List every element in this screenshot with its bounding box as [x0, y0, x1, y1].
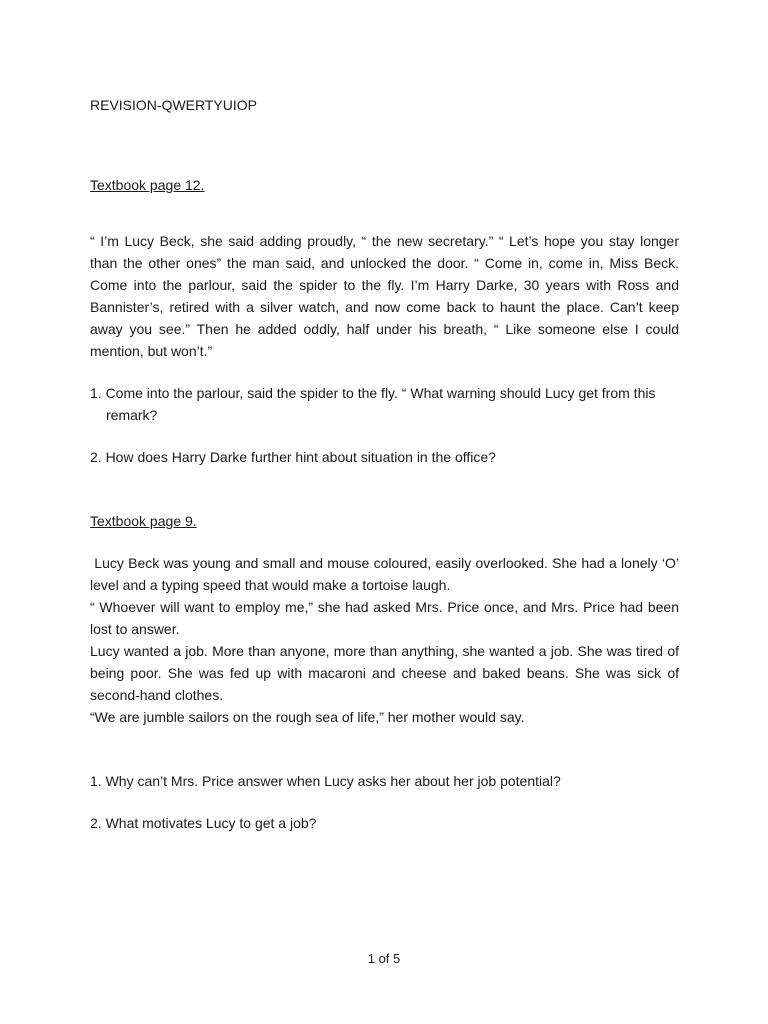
question-item: 1. Come into the parlour, said the spider to the fly. “ What warning should Lucy get from this remark?: [90, 385, 656, 423]
section-heading-page-12: Textbook page 12.: [90, 177, 205, 193]
passage-page-9: [90, 552, 683, 728]
passage-paragraph: Lucy Beck was young and small and mouse coloured, easily overlooked. She had a lonely ‘O’ level and a typing speed that would make a tortoise laugh.: [90, 555, 683, 593]
question-item: 2. How does Harry Darke further hint about situation in the office?: [90, 449, 496, 465]
section-heading-page-9: Textbook page 9.: [90, 513, 197, 529]
passage-page-12: [90, 230, 679, 362]
document-page: [90, 94, 683, 834]
document-title: REVISION-QWERTYUIOP: [90, 97, 257, 113]
question-item: 2. What motivates Lucy to get a job?: [90, 815, 317, 831]
passage-paragraph: “ Whoever will want to employ me,” she had asked Mrs. Price once, and Mrs. Price had been lost to answer.: [90, 599, 679, 637]
passage-paragraph: Lucy wanted a job. More than anyone, more than anything, she wanted a job. She was tired of being poor. She was fed up with macaroni and cheese and baked beans. She was sick of second-hand clothes.: [90, 643, 679, 703]
passage-paragraph: “We are jumble sailors on the rough sea of life,” her mother would say.: [90, 709, 525, 725]
passage-paragraph: “ I’m Lucy Beck, she said adding proudly, “ the new secretary.” “ Let’s hope you stay longer than the other ones” the man said, and unlocked the door. “ Come in, come in, Miss Beck. Come into the parlour, said the spider to the fly. I’m Harry Darke, 30 years with Ross and Bannister’s, retired with a silver watch, and now come back to haunt the place. Can’t keep away you see.” Then he added oddly, half under his breath, “ Like someone else I could mention, but won’t.”: [90, 233, 679, 359]
question-item: 1. Why can’t Mrs. Price answer when Lucy asks her about her job potential?: [90, 773, 561, 789]
page-number: 1 of 5: [367, 951, 401, 966]
